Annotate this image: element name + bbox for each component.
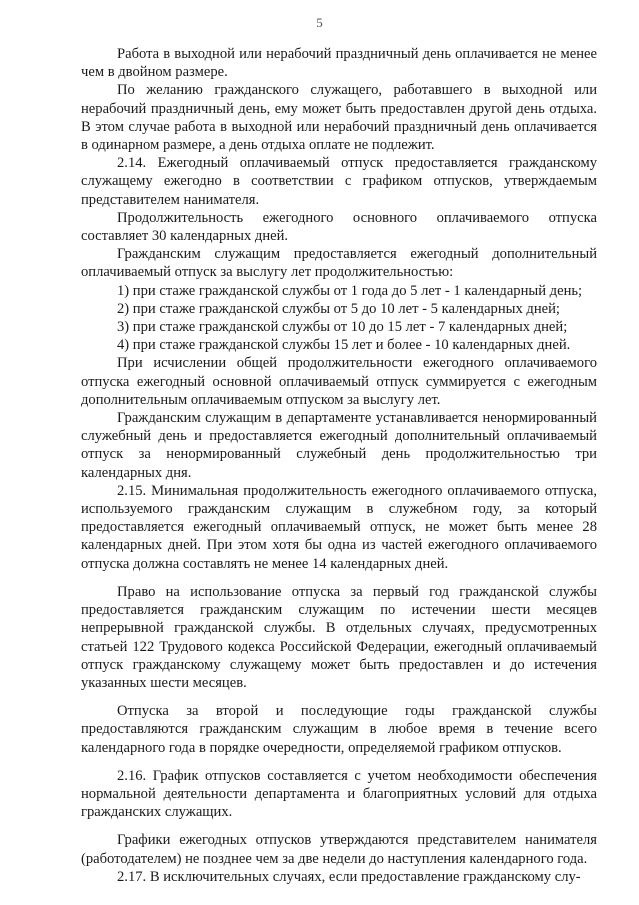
page-number: 5 bbox=[316, 15, 323, 30]
paragraph: Продолжительность ежегодного основного оплачиваемого отпуска составляет 30 календарных дней. bbox=[81, 209, 597, 245]
paragraph: Гражданским служащим в департаменте устанавливается ненормированный служебный день и предоставляется ежегодный дополнительный оплачиваемый отпуск за ненормированный служебный день продолжительностью три календарных дня. bbox=[81, 410, 597, 481]
list-item: 4) при стаже гражданской службы 15 лет и более - 10 календарных дней. bbox=[117, 337, 571, 354]
paragraph: При исчислении общей продолжительности ежегодного оплачиваемого отпуска ежегодный основной оплачиваемый отпуск суммируется с ежегодным дополнительным оплачиваемым отпуском за выслугу лет. bbox=[81, 355, 597, 408]
document-body bbox=[81, 45, 597, 886]
list-item: 3) при стаже гражданской службы от 10 до 15 лет - 7 календарных дней; bbox=[117, 319, 568, 336]
paragraph: 2.15. Минимальная продолжительность ежегодного оплачиваемого отпуска, используемого гражданским служащим в служебном году, за который предоставляется ежегодный оплачиваемый отпуск, не может быть менее 28 календарных дней. При этом хотя бы одна из частей ежегодного оплачиваемого отпуска должна составлять не менее 14 календарных дней. bbox=[81, 482, 597, 572]
paragraph: 2.16. График отпусков составляется с учетом необходимости обеспечения нормальной деятельности департамента и благоприятных условий для отдыха гражданских служащих. bbox=[81, 767, 597, 821]
paragraph: 2.14. Ежегодный оплачиваемый отпуск предоставляется гражданскому служащему ежегодно в соответствии с графиком отпусков, утверждаемым представителем нанимателя. bbox=[81, 155, 597, 208]
paragraph: Право на использование отпуска за первый год гражданской службы предоставляется гражданским служащим по истечении шести месяцев непрерывной гражданской службы. В отдельных случаях, предусмотренных статьей 122 Трудового кодекса Российской Федерации, ежегодный оплачиваемый отпуск гражданскому служащему может быть предоставлен и до истечения указанных шести месяцев. bbox=[81, 583, 597, 691]
paragraph: Гражданским служащим предоставляется ежегодный дополнительный оплачиваемый отпуск за выслугу лет продолжительностью: bbox=[81, 246, 597, 281]
paragraph: 2.17. В исключительных случаях, если предоставление гражданскому слу- bbox=[117, 868, 581, 885]
paragraph: Отпуска за второй и последующие годы гражданской службы предоставляются гражданским служащим в любое время в течение всего календарного года в порядке очередности, определяемой графиком отпусков. bbox=[81, 703, 597, 756]
list-item: 2) при стаже гражданской службы от 5 до 10 лет - 5 календарных дней; bbox=[117, 300, 560, 317]
paragraph: Работа в выходной или нерабочий праздничный день оплачивается не менее чем в двойном размере. bbox=[81, 46, 597, 81]
paragraph: Графики ежегодных отпусков утверждаются представителем нанимателя (работодателем) не позднее чем за две недели до наступления календарного года. bbox=[81, 832, 597, 867]
paragraph: По желанию гражданского служащего, работавшего в выходной или нерабочий праздничный день, ему может быть предоставлен другой день отдыха. В этом случае работа в выходной или нерабочий праздничный день оплачивается в одинарном размере, а день отдыха оплате не подлежит. bbox=[81, 82, 597, 154]
list-item: 1) при стаже гражданской службы от 1 года до 5 лет - 1 календарный день; bbox=[117, 282, 583, 299]
